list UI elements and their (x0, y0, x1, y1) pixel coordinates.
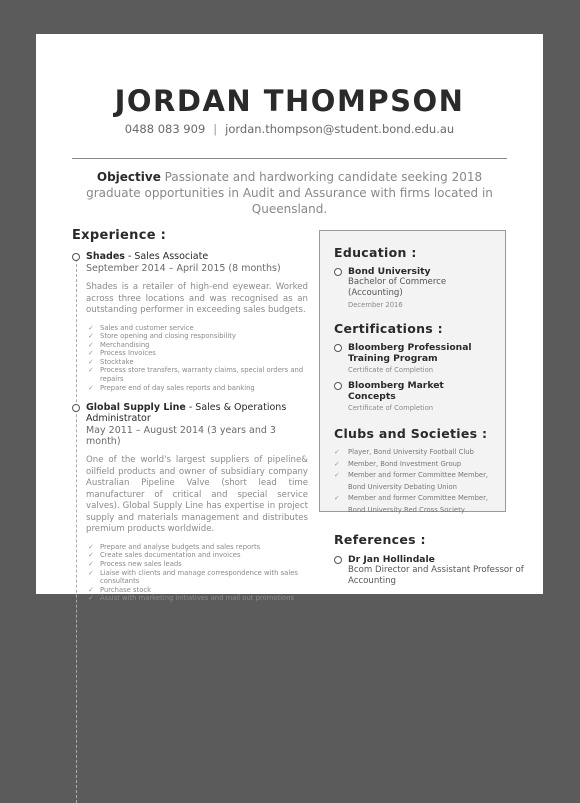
duty-item (86, 384, 308, 393)
duty-item (86, 349, 308, 358)
check-icon: ✓ (88, 349, 94, 358)
job-company: Shades (86, 251, 125, 262)
clubs-list (334, 447, 491, 516)
certification-entry (334, 380, 491, 412)
check-icon: ✓ (88, 594, 94, 603)
timeline-dot-icon (334, 268, 342, 276)
duty-text: Process store transfers, warranty claims, special orders and repairs (100, 366, 304, 384)
references-section (334, 532, 524, 587)
check-icon: ✓ (88, 551, 94, 560)
job-description: Shades is a retailer of high-end eyewear. Worked across three locations and was recognised as an outstanding performer in exceeding sales budgets. (86, 282, 308, 315)
check-icon: ✓ (88, 323, 94, 332)
experience-timeline (72, 251, 308, 603)
duty-item (86, 586, 308, 595)
club-text: Member and former Committee Member, Bond University Debating Union (348, 471, 489, 491)
check-icon: ✓ (334, 494, 340, 502)
duty-text: Purchase stock (100, 585, 152, 594)
duty-item (86, 358, 308, 367)
job-dates: September 2014 – April 2015 (8 months) (86, 263, 281, 274)
club-item (334, 493, 491, 516)
club-item (334, 447, 491, 459)
candidate-name: JORDAN THOMPSON (114, 84, 465, 118)
duty-item (86, 341, 308, 350)
objective-label: Objective (96, 170, 161, 184)
resume-page (36, 34, 543, 603)
check-icon: ✓ (334, 448, 340, 456)
phone-number: 0488 083 909 (124, 122, 206, 136)
duty-text: Process Invoices (100, 349, 156, 358)
duty-text: Assist with marketing initiatives and mail out promotions (100, 594, 295, 603)
certification-note: Certificate of Completion (348, 404, 434, 412)
duty-text: Store opening and closing responsibility (100, 332, 236, 341)
education-date: December 2016 (348, 301, 403, 309)
reference-entry (334, 554, 524, 587)
check-icon: ✓ (88, 357, 94, 366)
duty-text: Sales and customer service (100, 323, 194, 332)
check-icon: ✓ (88, 542, 94, 551)
sidebar-panel (319, 230, 506, 512)
education-degree: Bachelor of Commerce (Accounting) (348, 277, 447, 298)
job-company: Global Supply Line (86, 402, 186, 414)
club-item (334, 459, 491, 471)
check-icon: ✓ (88, 585, 94, 594)
job-role: - Sales Associate (124, 251, 209, 262)
check-icon: ✓ (88, 366, 94, 375)
club-text: Member and former Committee Member, Bond University Red Cross Society (348, 494, 489, 514)
references-title: References : (334, 532, 426, 547)
job-duties (86, 543, 308, 603)
check-icon: ✓ (88, 332, 94, 341)
certification-note: Certificate of Completion (348, 366, 434, 374)
contact-line (36, 122, 543, 136)
education-title: Education : (334, 245, 417, 260)
check-icon: ✓ (88, 568, 94, 577)
check-icon: ✓ (88, 340, 94, 349)
duty-text: Merchandising (100, 340, 150, 349)
timeline-dot-icon (334, 382, 342, 390)
duty-item (86, 366, 308, 383)
reference-name: Dr Jan Hollindale (348, 554, 435, 565)
check-icon: ✓ (88, 383, 94, 392)
duty-item (86, 543, 308, 552)
duty-item (86, 324, 308, 333)
job-heading (86, 402, 308, 424)
objective-text: Passionate and hardworking candidate seeking 2018 graduate opportunities in Audit and Assurance with firms located in Queensland. (86, 170, 493, 216)
timeline-line (76, 259, 77, 803)
certification-entry (334, 342, 491, 374)
club-item (334, 470, 491, 493)
header-divider (72, 158, 507, 159)
job-duties (86, 324, 308, 393)
duty-item (86, 332, 308, 341)
duty-text: Process new sales leads (100, 559, 182, 568)
objective-statement (84, 169, 495, 217)
experience-section (72, 228, 308, 613)
education-entry (334, 266, 491, 309)
certifications-title: Certifications : (334, 321, 443, 336)
job-description: One of the world's largest suppliers of pipeline& oilfield products and owner of subsidiary company Australian Pipeline Valve (short lead time manufacturer of critical and special service valves). Global Supply Line has expertise in project supply and materials management and distributes premium products worldwide. (86, 455, 308, 535)
timeline-dot-icon (334, 344, 342, 352)
experience-title: Experience : (72, 228, 167, 243)
job-entry (86, 402, 308, 603)
duty-text: Stocktake (100, 357, 134, 366)
club-text: Player, Bond University Football Club (348, 448, 474, 456)
duty-text: Liaise with clients and manage correspondence with sales consultants (100, 568, 298, 586)
job-entry (86, 251, 308, 392)
reference-role: Bcom Director and Assistant Professor of Accounting (348, 565, 524, 586)
check-icon: ✓ (334, 459, 340, 468)
club-text: Member, Bond Investment Group (348, 459, 462, 468)
timeline-dot-icon (334, 556, 342, 564)
duty-text: Prepare end of day sales reports and banking (100, 383, 255, 392)
check-icon: ✓ (334, 471, 340, 479)
contact-separator: | (213, 122, 218, 136)
duty-item (86, 560, 308, 569)
duty-text: Prepare and analyse budgets and sales reports (100, 542, 261, 551)
job-heading (86, 251, 308, 262)
duty-item (86, 569, 308, 586)
duty-item (86, 551, 308, 560)
clubs-title: Clubs and Societies : (334, 426, 488, 441)
check-icon: ✓ (88, 559, 94, 568)
job-dates: May 2011 – August 2014 (3 years and 3 month) (86, 425, 276, 448)
timeline-dot-icon (72, 404, 80, 412)
certification-name: Bloomberg Market Concepts (348, 380, 444, 402)
education-school: Bond University (348, 266, 431, 277)
duty-item (86, 594, 308, 603)
email-address: jordan.thompson@student.bond.edu.au (225, 122, 455, 136)
certification-name: Bloomberg Professional Training Program (348, 342, 472, 364)
job-role: - Sales & Operations Administrator (86, 402, 287, 425)
duty-text: Create sales documentation and invoices (100, 551, 241, 560)
timeline-dot-icon (72, 253, 80, 261)
